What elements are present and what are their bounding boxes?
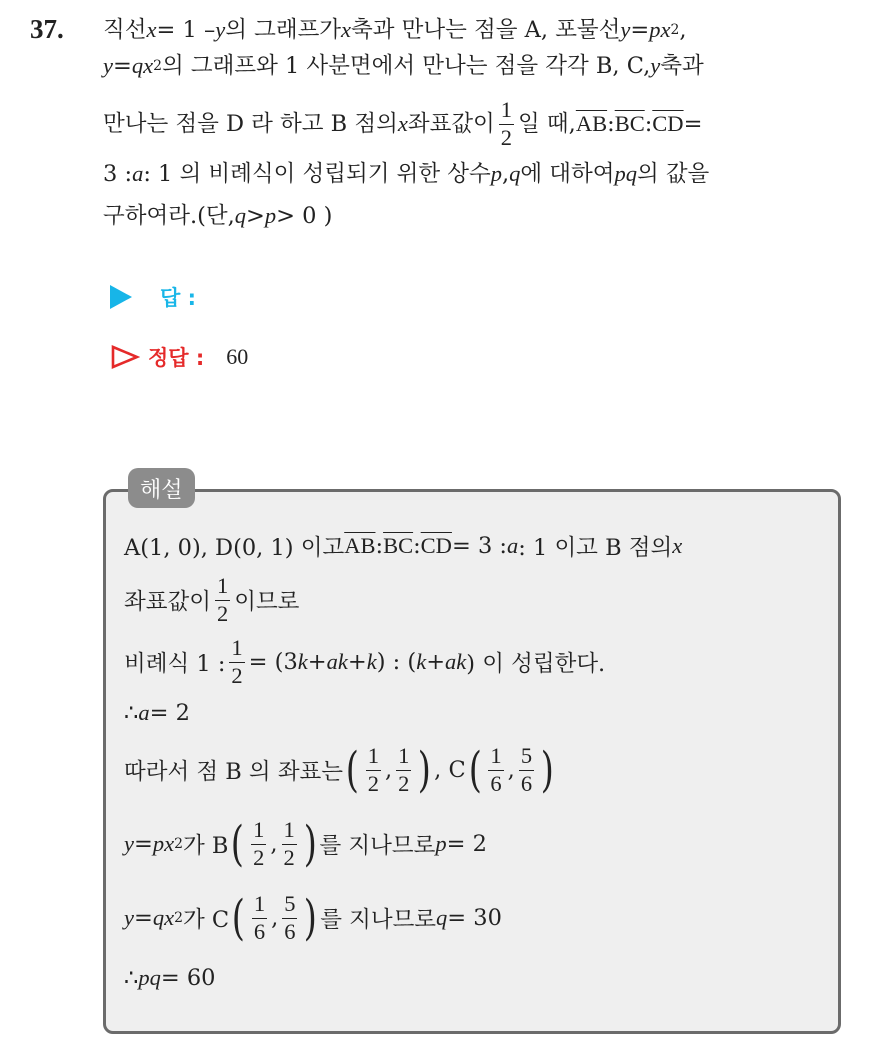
- fraction-one-half: $\frac{1}{2}$: [500, 97, 513, 150]
- solution-line-4: ∴ a = 2: [124, 700, 190, 726]
- correct-answer-row: [110, 342, 248, 372]
- solution-line-5: 따라서 점 B 의 좌표는 ( $\frac{1}{2}$ , $\frac{1}{2}$ ) , C ( $\frac{1}{6}$ , $\frac{5}{6}$ ): [124, 742, 555, 798]
- solution-line-7: y = qx 2 가 C ( $\frac{1}{6}$ , $\frac{5}{6}$ ) 를 지나므로 q = 30: [124, 890, 502, 946]
- problem-line-4: 3 : a : 1 의 비례식이 성립되기 위한 상수 p , q 에 대하여 pq 의 값을: [103, 160, 710, 187]
- solution-body: [124, 523, 824, 1001]
- answer-label: 답 :: [160, 286, 196, 310]
- solution-line-2: 좌표값이 $\frac{1}{2}$ 이므로: [124, 573, 300, 626]
- correct-answer-value: 60: [226, 344, 249, 369]
- problem-statement: [103, 12, 873, 236]
- solution-line-8: ∴ pq = 60: [124, 965, 216, 991]
- problem-line-1: 직선 x = 1 – y 의 그래프가 x 축과 만나는 점을 A, 포물선 y = px 2 ,: [103, 16, 687, 43]
- problem-line-3: 만나는 점을 D 라 하고 B 점의 x 좌표값이 $\frac{1}{2}$ 일 때, $\overline{AB}$ : $\overline{BC}$ : $\overline{CD}$ =: [103, 97, 703, 150]
- segment-cd: $\overline{CD}$: [652, 110, 684, 136]
- answer-row: [110, 282, 196, 312]
- segment-ab: $\overline{AB}$: [575, 110, 608, 136]
- solution-line-3: 비례식 1 : $\frac{1}{2}$ = (3 k + ak + k ) : ( k + ak ) 이 성립한다.: [124, 635, 606, 688]
- problem-line-5: 구하여라.(단, q > p > 0 ): [103, 202, 333, 229]
- solution-line-1: A(1, 0), D(0, 1) 이고 $\overline{AB}$ : $\overline{BC}$ : $\overline{CD}$ = 3 : a : 1 이고 B 점의 x: [124, 533, 683, 561]
- outline-triangle-icon: [110, 344, 140, 370]
- correct-answer-label: 정답 :: [148, 346, 205, 370]
- play-triangle-icon: [110, 285, 132, 309]
- segment-bc: $\overline{BC}$: [614, 110, 645, 136]
- problem-number: 37.: [30, 14, 64, 44]
- solution-tag: 해설: [128, 468, 195, 508]
- solution-line-6: y = px 2 가 B ( $\frac{1}{2}$ , $\frac{1}{2}$ ) 를 지나므로 p = 2: [124, 816, 487, 872]
- problem-line-2: y = qx 2 의 그래프와 1 사분면에서 만나는 점을 각각 B, C, y 축과: [103, 52, 704, 79]
